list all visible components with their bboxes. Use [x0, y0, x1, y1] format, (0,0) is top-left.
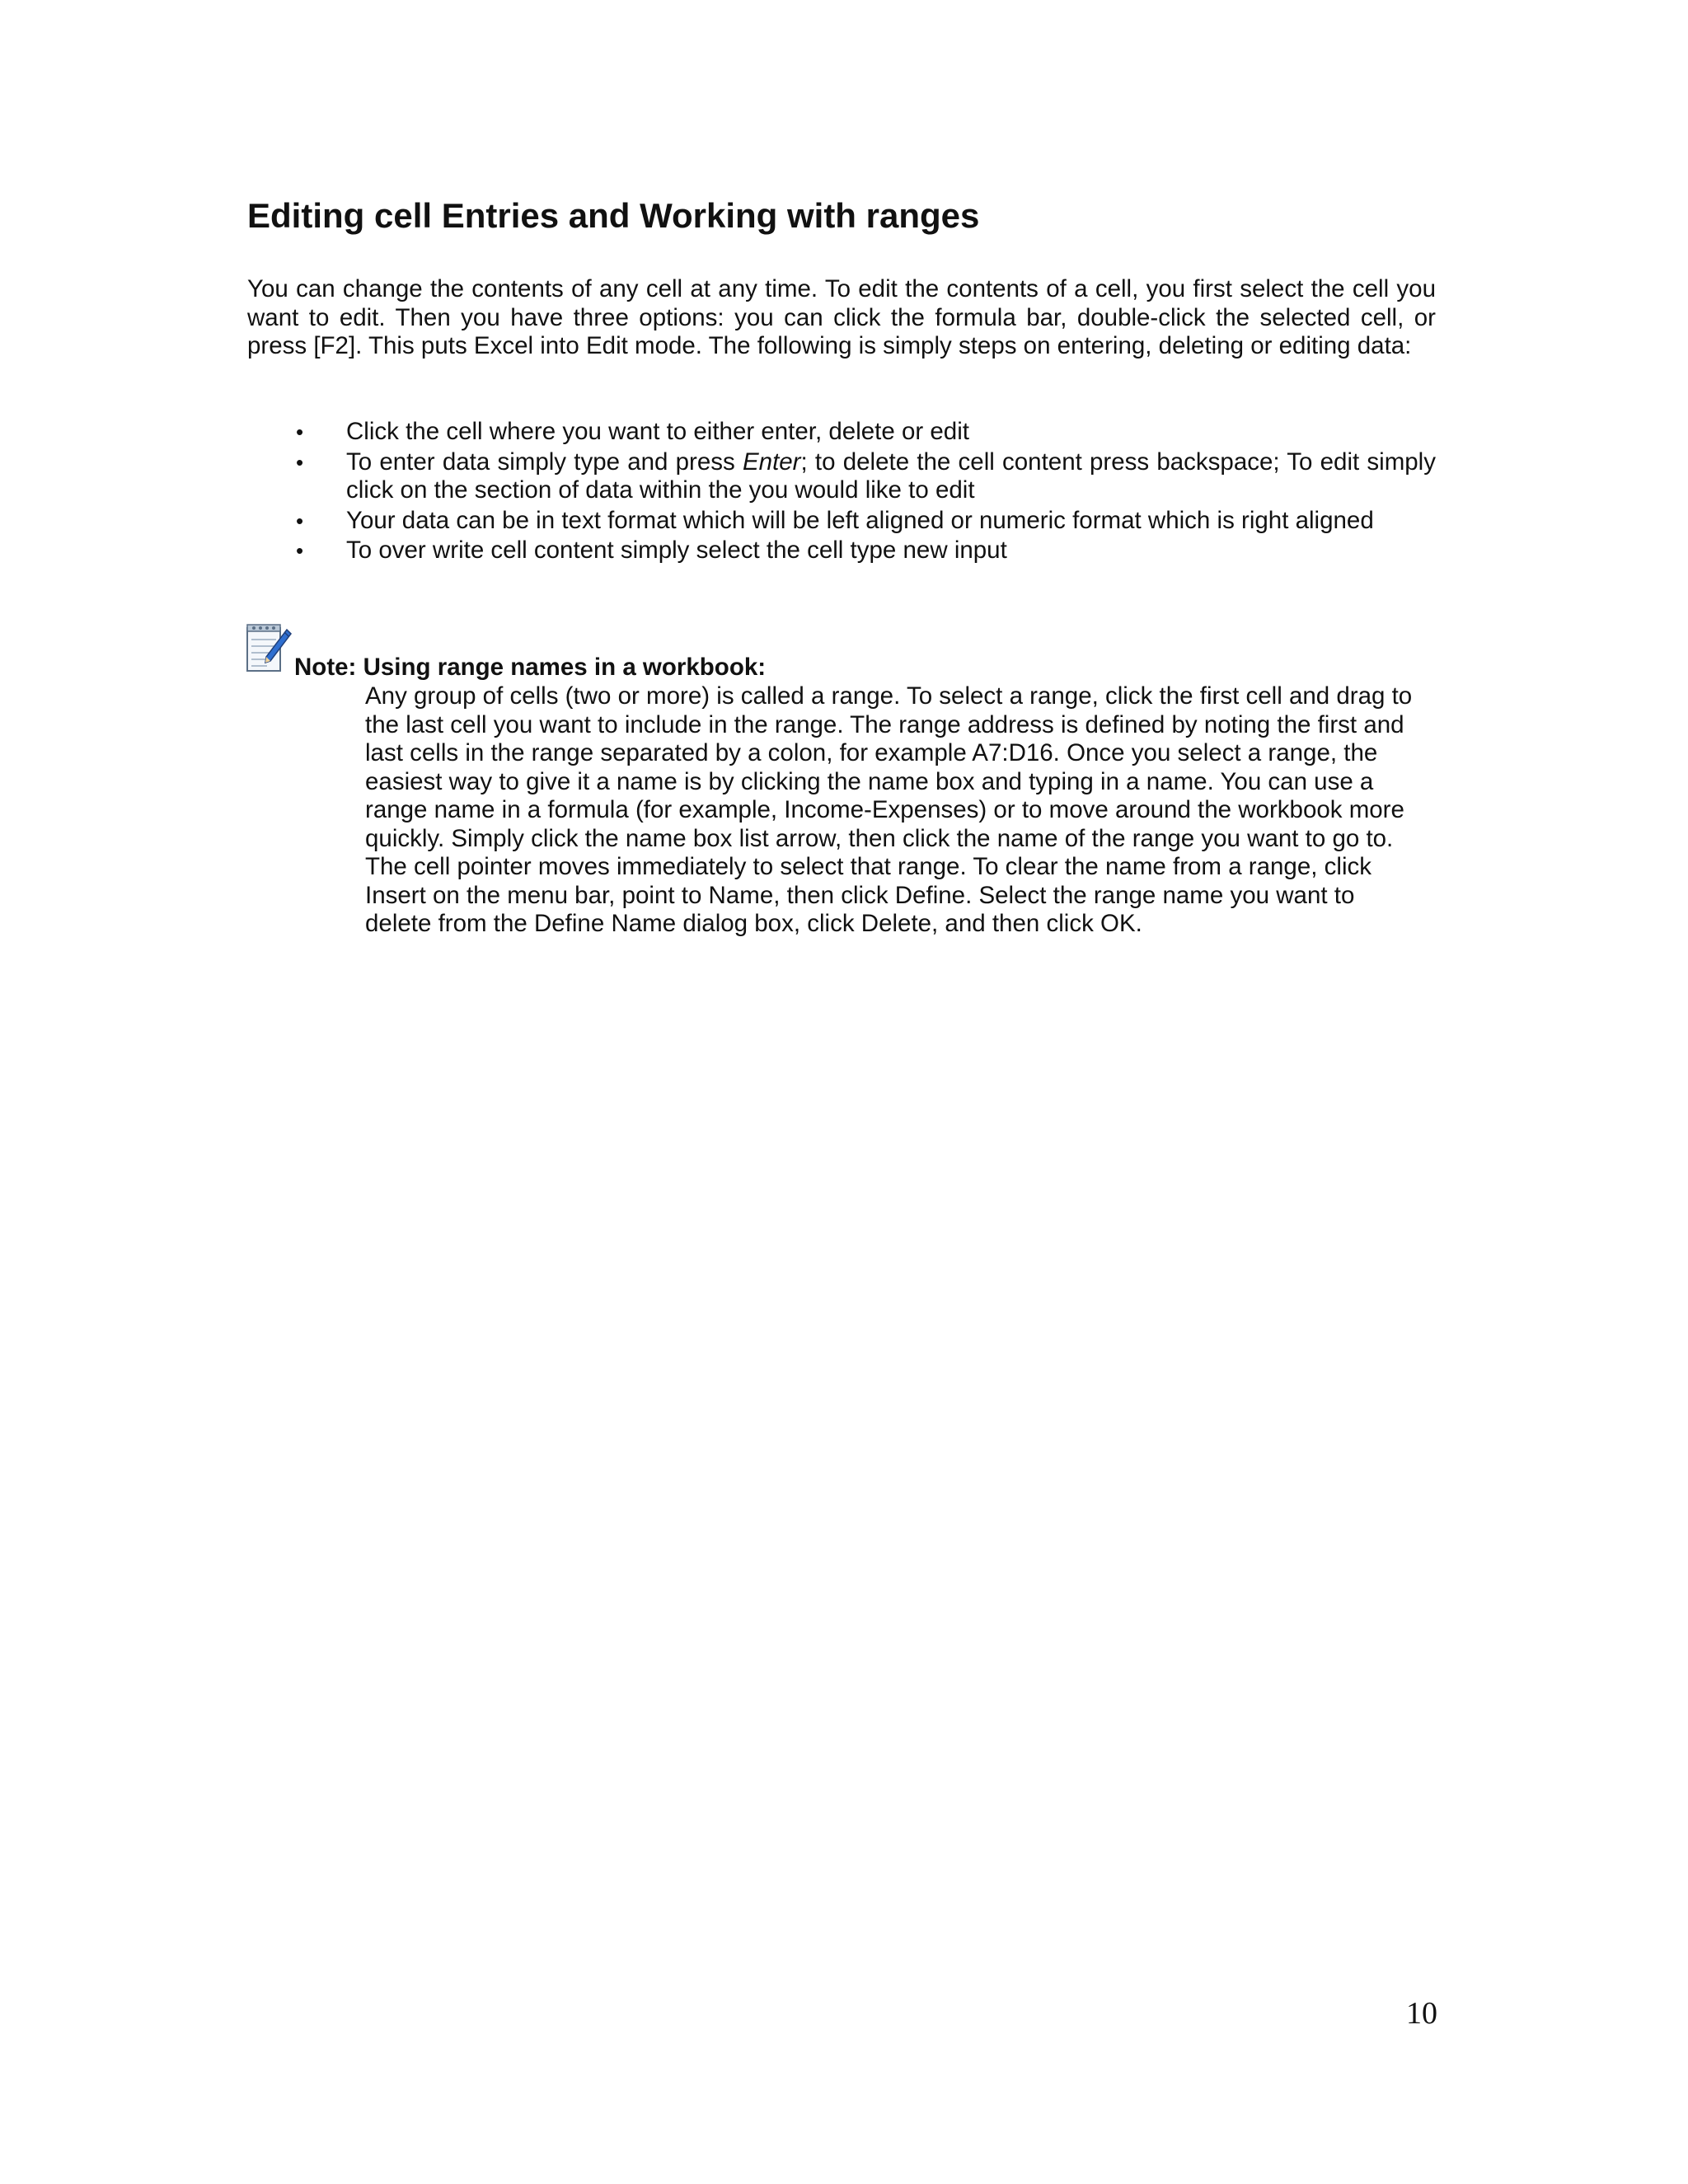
bullet-icon: •: [296, 538, 304, 563]
note-line: Any group of cells (two or more) is called a range. To select a range, click the first cell and drag to: [365, 682, 1413, 710]
page-heading: Editing cell Entries and Working with ranges: [247, 196, 980, 235]
list-item-text: Your data can be in text format which will be left aligned or numeric format which is right aligned: [346, 506, 1374, 534]
note-line: easiest way to give it a name is by clicking the name box and typing in a name. You can use a: [365, 767, 1374, 795]
list-item: [247, 507, 1436, 536]
bullet-icon: •: [296, 508, 304, 533]
bullet-icon: •: [296, 419, 304, 444]
note-line: the last cell you want to include in the range. The range address is defined by noting the first and: [365, 710, 1404, 738]
note-body: [365, 682, 1443, 939]
note-heading: Note: Using range names in a workbook:: [294, 654, 767, 681]
bullet-icon: •: [296, 449, 304, 475]
notepad-pencil-icon: [246, 621, 292, 676]
list-item-text: Click the cell where you want to either enter, delete or edit: [346, 418, 969, 445]
list-item: [247, 448, 1436, 505]
list-item-text-start: To enter data simply type and press: [346, 448, 743, 476]
note-line: last cells in the range separated by a colon, for example A7:D16. Once you select a range, the: [365, 739, 1378, 766]
list-item: [247, 537, 1436, 565]
list-item-emphasis: Enter: [743, 448, 801, 476]
page-number: 10: [1406, 1996, 1437, 2031]
note-line: range name in a formula (for example, Income-Expenses) or to move around the workbook more: [365, 796, 1404, 823]
bullet-list: [247, 418, 1436, 567]
note-line: quickly. Simply click the name box list arrow, then click the name of the range you want to go to.: [365, 824, 1394, 852]
list-item-text-end: ; to delete the cell content press backspace; To edit simply click on the section of data within the you would like to edit: [346, 448, 1436, 504]
list-item-text: To over write cell content simply select the cell type new input: [346, 537, 1007, 564]
note-line: Insert on the menu bar, point to Name, then click Define. Select the range name you want to: [365, 881, 1355, 909]
list-item: [247, 418, 1436, 447]
intro-paragraph: You can change the contents of any cell at any time. To edit the contents of a cell, you first select the cell you want to edit. Then you have three options: you can click the formula bar, double-click the selected cell, or press [F2]. This puts Excel into Edit mode. The following is simply steps on entering, deleting or editing data:: [247, 275, 1436, 359]
note-line: The cell pointer moves immediately to select that range. To clear the name from a range, click: [365, 853, 1372, 880]
note-line: delete from the Define Name dialog box, click Delete, and then click OK.: [365, 910, 1142, 937]
